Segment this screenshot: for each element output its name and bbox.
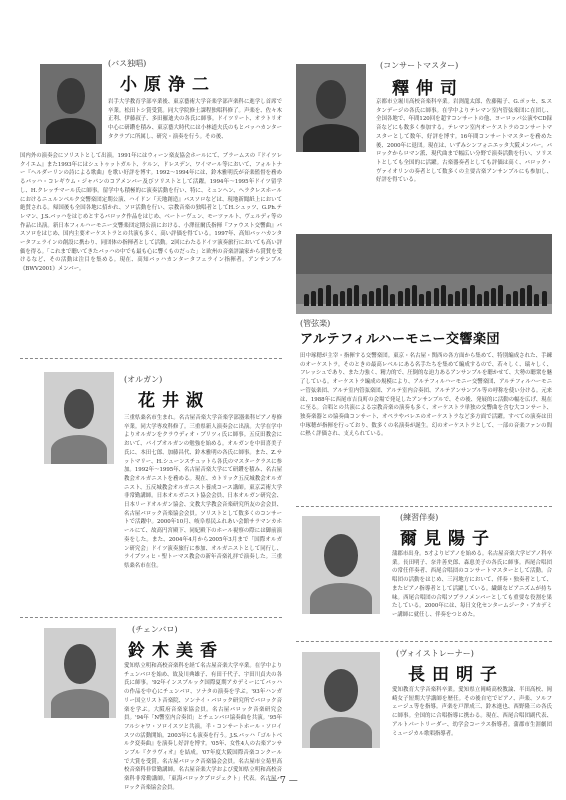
musician-figure (376, 288, 381, 306)
performer-name: 小原浄二 (120, 75, 216, 95)
bio-text: 愛知県立明和高校音楽科を経て名古屋音楽大学卒業。在学中よりチェンバロを始め、故及川典雄子、有田千代子、宇田川貞夫の各氏に師事。'92年インスブルック国際夏期アカデミーにてバッハの作品を中心にチェンバロ、ソナタの演奏を学ぶ。'93年ハンガリー国立リスト音楽院、ソンナイ・バロック研究所でバロック音楽を学ぶ。大阪府音楽家協会員。名古屋バロック音楽研究会員。'94年「N響室内合奏団」とチェンバロ協奏曲を共演。'95年フルシャワ・ソロイスツと共演。半・コンサートホール・ソロイスツの活動開始。2003年にも演奏を行う。J.S.バッハ『ゴルトベルク変奏曲』を演奏し好評を博す。'05年、女性4人の古楽アンサンブル『クラヴィオ』を結成。'07年度大阪国際音楽コンクールで大賞を受賞。名古屋バロック音楽協会会員。名古屋市立菊里高校音楽科非常勤講師。名古屋音楽大学および愛知県立明和高校音楽科非常勤講師。「東海バロックプロジェクト」代表。名古屋バロック音楽協会会員。 (124, 663, 282, 791)
section-divider (296, 641, 552, 642)
portrait-figure-icon (64, 389, 95, 429)
role-label: (チェンバロ) (132, 625, 178, 634)
musician-figure (513, 291, 518, 306)
performer-name: 鈴木美香 (128, 641, 224, 661)
role-label: (オルガン) (124, 375, 163, 384)
musician-figure (354, 285, 359, 306)
musician-figure (390, 294, 395, 306)
musician-figure (506, 294, 511, 306)
section-divider (20, 358, 282, 359)
bio-text: 蒲郡市出身。5才よりピアノを始める。名古屋音楽大学ピアノ科卒業。長田明子、奈井善史郎、森恵美子の各氏に師事。西尾合唱団の常任伴奏者、西尾合唱団のコンサートマスターとして活動。合唱団の活動をはじめ、三河地方において、伴奏・独奏者として、またピアノ指導者として活躍している。繊細なピアニズムが持ち味。西尾合唱団の合唱ソプラノメンバーとしても重要な役割を果たしている。2000年には、毎日文化センタームジーク・アカデミー講師に就任し、伴奏をつとめた。 (392, 551, 552, 618)
portrait-figure-icon (57, 78, 84, 113)
portrait-photo-kobara (40, 64, 102, 144)
bio-text: 田中琢穂が主宰・指揮する交響楽団。東京・名古屋・関西の各方面から集めて、特別編成された、手練のオーケストラ。そのときの最高レベルにある名手たちを集めて編成するので、若々しく、瑞々しく、フレッシュであり、また力強く、精力的で、圧倒的な迫力あるアンサンブルを聴かせて、大勢の聴衆を魅了している。オーケストラ編成の規模により、アルテフィルハーモニー交響楽団、アルテフィルハーモニー管弦楽団、アルテ室内管弦楽団、アルテ室内合奏団、アルテアンサンブル等の呼称を使い分ける。元来は、1988年に西尾市吉良町の会場で発足したアンサンブルで、その後、発展的に活動の幅を広げ、現在に至る。合唱との共演による宗教音楽の演奏も多く、オーケストラ単独の交響曲を含む大コンサート、独奏楽器との協奏曲コンサート、オペラやバレエのオーケストラなど多方面で活躍。すべての演奏は田中琢穂が指揮を行っており、数多くの名演奏が誕生。幻のオーケストラとして、一部の音楽ファンの間に熱く評価され、支えられている。 (300, 353, 553, 438)
musician-figure (383, 285, 388, 306)
profile-nimi (296, 510, 552, 640)
role-label: (練習伴奏) (400, 513, 439, 522)
performer-name: 長田明子 (408, 665, 504, 685)
musician-figure (333, 294, 338, 306)
portrait-figure-icon (64, 644, 96, 684)
musician-figure (412, 285, 417, 306)
bio-text-continued: 国内外の演奏会にソリストとして出演。1991年にはウィーン楽友協会ホールにて、ブラームスの『ドイツレクイエム』また1993年にはシュトゥットガルト、ケルン、ドレスデン、ワイマール等において、フォルトナー『ヘルダーリンの詩による歌曲』を歌い好評を博す。1992〜1994年には、鈴木雅明氏が音楽監督を務めるバッハ・コレギウム・ジャパンのコアメンバー及びソリストとして活躍。1994年〜1995年ドイツ留学し、H.クレッチマール氏に師事。留学中も積極的に演奏活動を行い、特に、ミュンヘン、ヘラクレスホールにおけるニュルンベルク交響楽団定期公演、ハイドン『天地創造』バスソロなどは、現地新聞紙上において絶賛される。帰国後も全国各地に招かれ、ソロ活動を行い、宗教音楽の独唱者としてH.シュッツ、G.Ph.テレマン、J.S.バッハをはじめとするバロック作品をはじめ、ベートーヴェン、モーツァルト、ヴェルディ等の作品に出演。新日本フィルハーモニー交響楽団定期公演における、小澤征爾氏指揮『ファウスト交響曲』バスソロをはじめ、国内主要オーケストラとの共演も多く、高い評価を得ている。1997年、高知バッハカンタータフェラインの創設に携わり、同団体の指揮者として活動。2回にわたるドイツ演奏旅行においても高い評価を得る。「これまで聴いてきたバッハの中でも最も心に響くものだった」と欧州の音楽評論家から賞賛を受けるなど、その活動は注目を集める。現在、高知バッハカンタータフェライン指揮者。アンサンブル《BWV2001》メンバー。 (20, 153, 282, 273)
orchestra-name: アルテフィルハーモニー交響楽団 (300, 332, 501, 347)
portrait-figure-icon (324, 669, 358, 711)
role-label: (コンサートマスター) (380, 61, 459, 70)
musician-figure (491, 288, 496, 306)
profile-kobara (20, 56, 282, 318)
profile-suzuki (20, 622, 282, 791)
musician-figure (311, 291, 316, 306)
musician-figure (362, 294, 367, 306)
musician-figure (484, 291, 489, 306)
musician-figure (520, 288, 525, 306)
performer-name: 爾見陽子 (400, 529, 496, 549)
musician-figure (419, 294, 424, 306)
musician-figure (542, 291, 547, 306)
musician-figure (347, 288, 352, 306)
portrait-photo-hanai (44, 372, 114, 464)
musician-figure (527, 285, 532, 306)
bio-text: 愛知教育大学音楽科卒業。愛知県立岡崎高校教論、半田高校、岡崎女子短期大学講師を歴任。その後自宅でピアノ、声楽、ソルフェージュ等を指導。声楽を戸澤成三、鈴木進也、西野隆三の各氏に師事。全国的に合唱指導に携わる。現在、西尾合唱団副代表、アルトパートリーダー、幼学会コーラス指導者。蒲郡市生涯劇団ミュージカル歌唱指導者。 (392, 687, 552, 737)
profile-shaku (296, 56, 552, 226)
musician-figure (405, 288, 410, 306)
musician-figure (448, 294, 453, 306)
bio-text: 三重県桑名市生まれ。名古屋音楽大学音楽学部器楽科ピアノ専修卒業。同大学専攻科修了。三重県新人演奏会に出演。大学在学中よりオルガンをクラウディオ・ブリツィ氏に師事。五反田教会において、パイプオルガンの勉強を始める。オルガンを中田喜美子氏に、本田七郎、加藤昌代、鈴木雅明の各氏に師事。また、Z.サットマリー、H.シューンスチュットら各氏のマスタークラスに参加。1992年〜1995年、名古屋音楽大学にて研鑽を積み、名古屋教会オルガニストを務める。現在、カトリック五反城教会オルガニスト、五反城教会オルガニスト養成コース講師。東京芸術大学非常勤講師。日本オルガニスト協会会員、日本オルガン研究会、日本リードオルガン協会、文教大学教会音楽研究所友の会会員、名古屋バロック音楽協会会員。ソリストとして数多くのコンサートで活躍中。2000年10月、岐阜県民ふれあい会館サラマンカホールにて、故高円宮殿下、同妃殿下のホール視察の際には御前演奏をした。また、2004年4月から2005年3月まで「国際オルガン研究会」ドイツ演奏旅行に参加、オルガニストとして同行し、ライプツィヒ・聖トーマス教会の新年音楽礼拝で演奏した。三重県桑名市在住。 (124, 415, 282, 569)
musician-figure (441, 285, 446, 306)
portrait-photo-nimi (302, 516, 380, 614)
musician-figure (534, 294, 539, 306)
musician-figure (455, 291, 460, 306)
musician-figure (326, 285, 331, 306)
musician-figure (304, 294, 309, 306)
profile-osada (296, 646, 552, 770)
portrait-photo-shaku (296, 64, 366, 152)
performer-name: 釋伸司 (392, 79, 464, 99)
section-divider (296, 506, 552, 507)
violinist-figure-icon (316, 80, 347, 119)
section-divider (20, 617, 282, 618)
profile-orchestra (296, 318, 552, 504)
bio-text: 京都市立堀川高校音楽科卒業。岩渕龍太郎、佐藤陽子、G.ポッセ、S.スタンデージの各氏に師事。在学中よりテレマン室内管弦楽団に在団し、全国各地で、年間120回を超すコンサートの他、ヨーロッパ公演やCD録音などにも数多く参加する。テレマン室内オーケストラのコンサートマスターとして数年、好評を博す。16年間コンサートマスターを務めた後、2000年に退団。現在は、いずみシンフォニエッタ大阪メンバー。バロックからロマン派、現代曲まで幅広い分野で演奏活動を行い、ソリストとしても全国的に活躍。古楽器奏者としても評価は高く、バロック・ヴァイオリンの奏者として数多くの主要古楽アンサンブルにも参加し、好評を得ている。 (376, 99, 552, 184)
page-number: — 7 — (268, 776, 298, 786)
musician-figure (369, 291, 374, 306)
role-label: (バス独唱) (108, 59, 147, 68)
role-label: (管弦楽) (300, 319, 331, 328)
profile-hanai (20, 364, 282, 614)
musician-figure (434, 288, 439, 306)
musician-figure (340, 291, 345, 306)
musician-figure (426, 291, 431, 306)
bio-text-top: 岩手大学教育学部卒業後、東京藝術大学音楽学部声楽科に進学し首席で卒業。松田トシ賞受賞。同大学院修士課程独唱科修了。声楽を、佐々木正利、伊藤叔子、多田羅迪夫の各氏に師事。ドイツリート、オラトリオ中心に研鑽を積み、東京藝大時代には小林道夫氏のもとバッハカンタータクラブに所属し、研究・演奏を行う。その後、 (108, 99, 282, 140)
portrait-figure-icon (324, 534, 358, 577)
performer-name: 花井淑 (138, 391, 210, 411)
orchestra-photo (296, 234, 552, 314)
musician-figure (477, 294, 482, 306)
musician-figure (462, 288, 467, 306)
musician-figure (498, 285, 503, 306)
musician-figure (470, 285, 475, 306)
musician-figure (318, 288, 323, 306)
musician-figure (398, 291, 403, 306)
portrait-photo-osada (302, 652, 380, 748)
portrait-photo-suzuki (44, 628, 116, 718)
role-label: (ヴォイストレーナー) (396, 649, 474, 658)
